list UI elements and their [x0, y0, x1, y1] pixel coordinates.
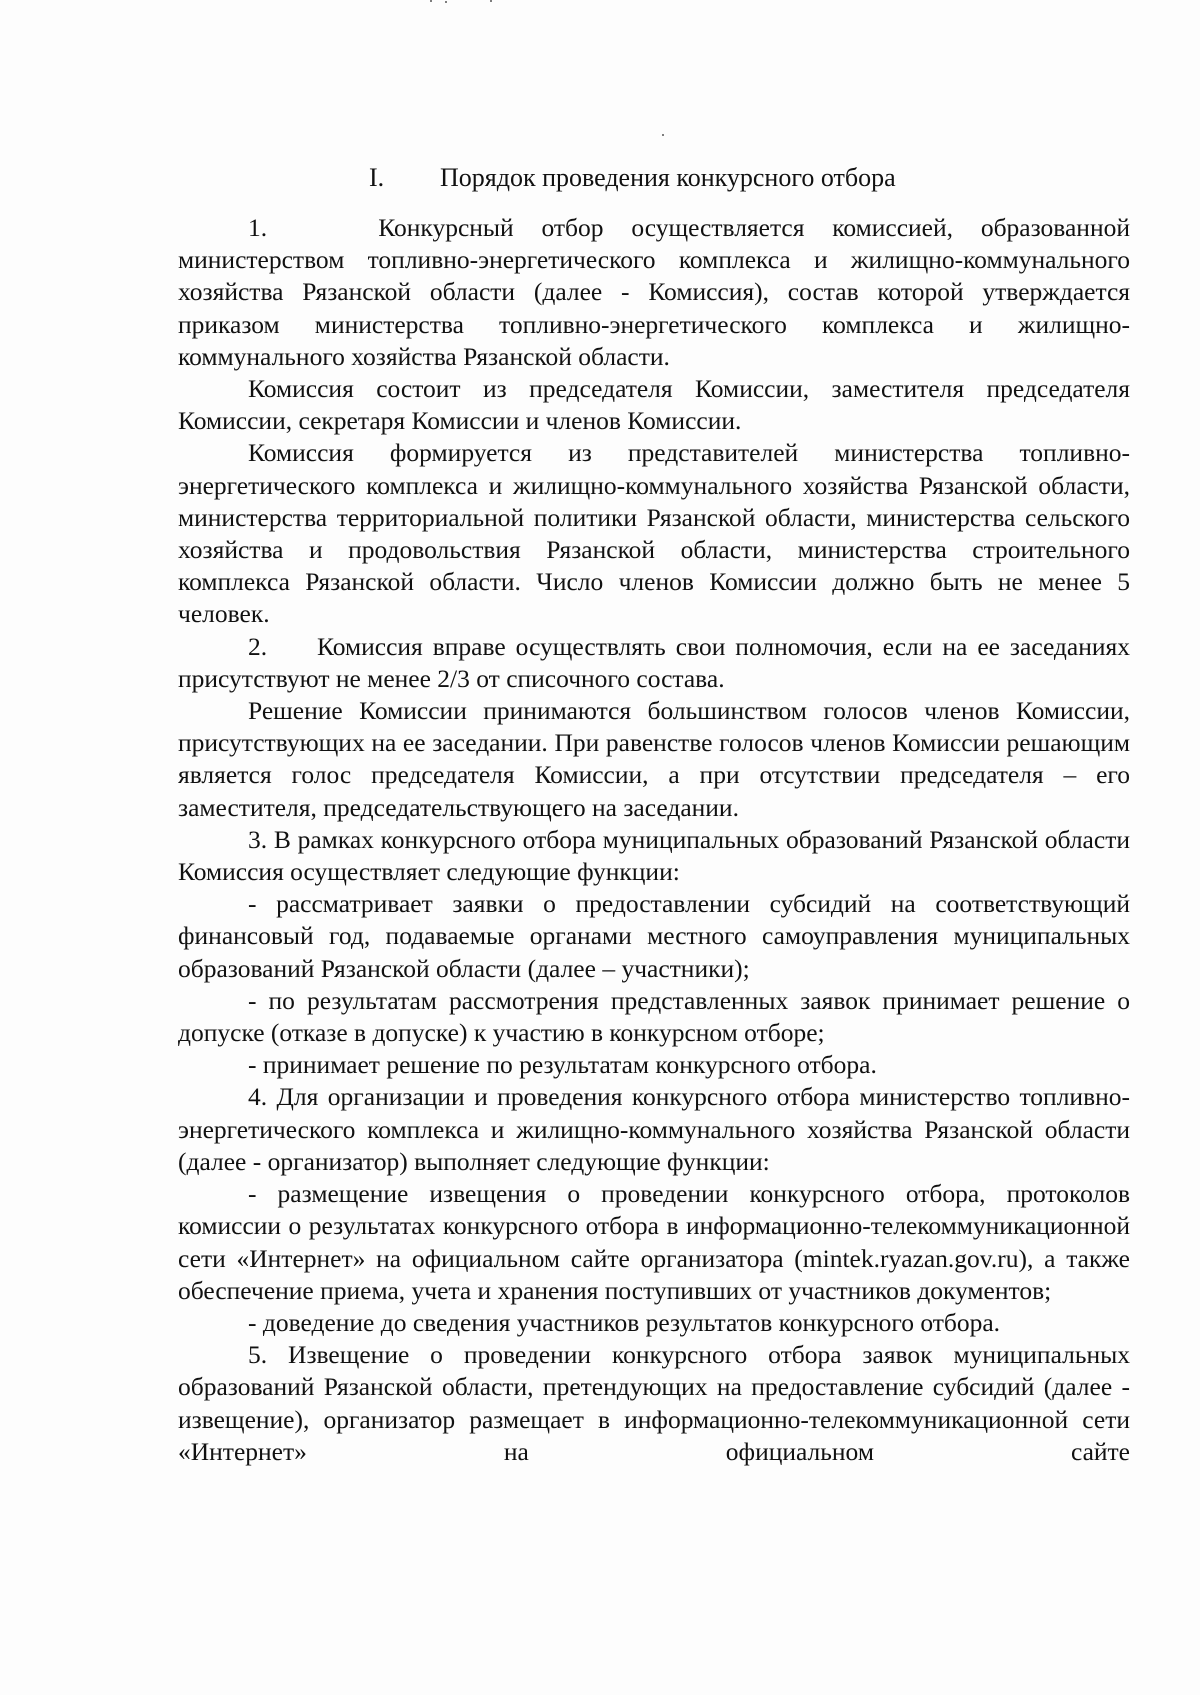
section-title: Порядок проведения конкурсного отбора — [440, 163, 896, 192]
scan-artifact — [430, 0, 432, 2]
paragraph: 2. Комиссия вправе осуществлять свои полномочия, если на ее заседаниях присутствуют не менее 2/3 от списочного состава. — [178, 631, 1130, 693]
section-number: I. — [369, 163, 385, 192]
paragraph: Решение Комиссии принимаются большинством голосов членов Комиссии, присутствующих на ее заседании. При равенстве голосов членов Комиссии решающим является голос председателя Комиссии, а при отсутствии председателя – его заместителя, председательствующего на заседании. — [178, 696, 1130, 822]
paragraph: - размещение извещения о проведении конкурсного отбора, протоколов комиссии о результатах конкурсного отбора в информационно-телекоммуникационной сети «Интернет» на официальном сайте организатора (mintek.ryazan.gov.ru), а также обеспечение приема, учета и хранения поступивших от участников документов; — [178, 1179, 1130, 1305]
paragraph: Комиссия формируется из представителей министерства топливно-энергетического комплекса и жилищно-коммунального хозяйства Рязанской области, министерства территориальной политики Рязанской области, министерства сельского хозяйства и продовольствия Рязанской области, министерства строительного комплекса Рязанской области. Число членов Комиссии должно быть не менее 5 человек. — [178, 438, 1130, 629]
scan-artifact — [490, 0, 492, 2]
paragraph: - доведение до сведения участников результатов конкурсного отбора. — [248, 1307, 1001, 1337]
paragraph: - рассматривает заявки о предоставлении субсидий на соответствующий финансовый год, подаваемые органами местного самоуправления муниципальных образований Рязанской области (далее – участники); — [178, 889, 1130, 983]
scan-artifact — [445, 1, 447, 3]
paragraph: Комиссия состоит из председателя Комиссии, заместителя председателя Комиссии, секретаря Комиссии и членов Комиссии. — [178, 374, 1130, 436]
paragraph: - по результатам рассмотрения представленных заявок принимает решение о допуске (отказе в допуске) к участию в конкурсном отборе; — [178, 985, 1130, 1048]
paragraph: - принимает решение по результатам конкурсного отбора. — [248, 1050, 877, 1080]
document-body — [178, 212, 1130, 1468]
scan-artifact — [662, 134, 664, 136]
paragraph: 5. Извещение о проведении конкурсного отбора заявок муниципальных образований Рязанской области, претендующих на предоставление субсидий (далее - извещение), организатор размещает в информационно-телекоммуникационной сети «Интернет» на официальном сайте — [178, 1340, 1130, 1466]
paragraph: 3. В рамках конкурсного отбора муниципальных образований Рязанской области Комиссия осуществляет следующие функции: — [178, 824, 1130, 887]
paragraph: 1. Конкурсный отбор осуществляется комиссией, образованной министерством топливно-энергетического комплекса и жилищно-коммунального хозяйства Рязанской области (далее - Комиссия), состав которой утверждается приказом министерства топливно-энергетического комплекса и жилищно-коммунального хозяйства Рязанской области. — [178, 213, 1130, 371]
paragraph: 4. Для организации и проведения конкурсного отбора министерство топливно-энергетического комплекса и жилищно-коммунального хозяйства Рязанской области (далее - организатор) выполняет следующие функции: — [178, 1082, 1130, 1176]
